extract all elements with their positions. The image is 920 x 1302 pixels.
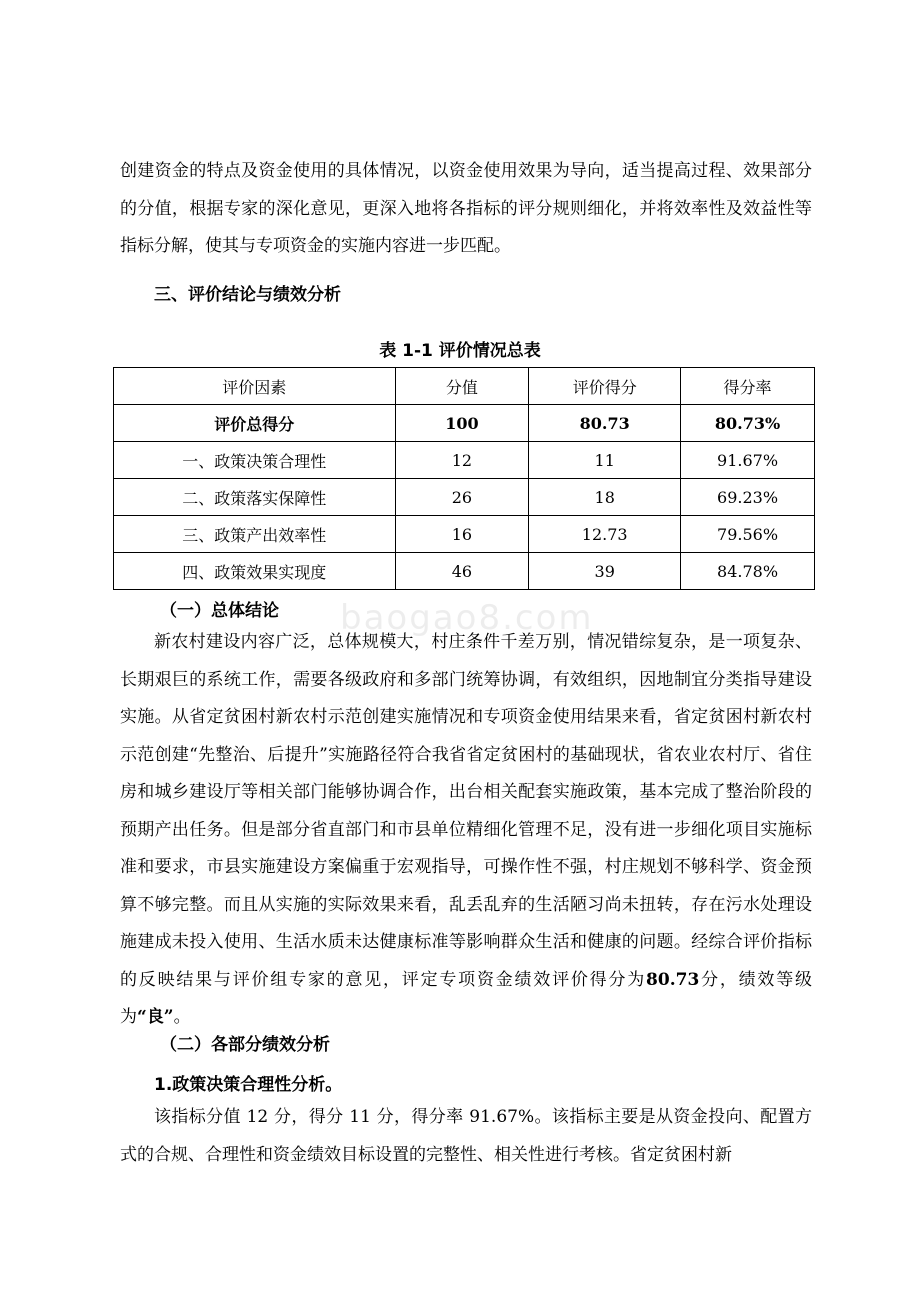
header-points: 分值 bbox=[395, 368, 529, 405]
header-rate: 得分率 bbox=[681, 368, 815, 405]
row-points: 16 bbox=[395, 516, 529, 553]
item1-heading: 1.政策决策合理性分析。 bbox=[154, 1075, 343, 1095]
total-score: 80.73 bbox=[529, 405, 681, 442]
table-row bbox=[114, 516, 815, 553]
section-heading: 三、评价结论与绩效分析 bbox=[154, 285, 341, 305]
item1-paragraph: 该指标分值 12 分，得分 11 分，得分率 91.67%。该指标主要是从资金投向、配置方式的合规、合理性和资金绩效目标设置的完整性、相关性进行考核。省定贫困村新 bbox=[120, 1107, 812, 1165]
row-factor: 三、政策产出效率性 bbox=[114, 516, 396, 553]
table-row bbox=[114, 553, 815, 590]
header-factor: 评价因素 bbox=[114, 368, 396, 405]
row-rate: 69.23% bbox=[681, 479, 815, 516]
row-score: 39 bbox=[529, 553, 681, 590]
row-factor: 一、政策决策合理性 bbox=[114, 442, 396, 479]
table-caption: 表 1-1 评价情况总表 bbox=[379, 341, 541, 361]
header-score: 评价得分 bbox=[529, 368, 681, 405]
conclusion-text-end: 。 bbox=[173, 1007, 191, 1027]
row-rate: 79.56% bbox=[681, 516, 815, 553]
evaluation-summary-table bbox=[113, 367, 815, 590]
total-label: 评价总得分 bbox=[114, 405, 396, 442]
table-header-row bbox=[114, 368, 815, 405]
table-row bbox=[114, 442, 815, 479]
partial-analysis-heading: （二）各部分绩效分析 bbox=[160, 1035, 330, 1055]
row-factor: 四、政策效果实现度 bbox=[114, 553, 396, 590]
conclusion-text: 新农村建设内容广泛，总体规模大，村庄条件千差万别，情况错综复杂，是一项复杂、长期艰巨的系统工作，需要各级政府和多部门统筹协调，有效组织，因地制宜分类指导建设实施。从省定贫困村新农村示范创建实施情况和专项资金使用结果来看，省定贫困村新农村示范创建“先整治、后提升”实施路径符合我省省定贫困村的基础现状，省农业农村厅、省住房和城乡建设厅等相关部门能够协调合作，出台相关配套实施政策，基本完成了整治阶段的预期产出任务。但是部分省直部门和市县单位精细化管理不足，没有进一步细化项目实施标准和要求，市县实施建设方案偏重于宏观指导，可操作性不强，村庄规划不够科学、资金预算不够完整。而且从实施的实际效果来看，乱丢乱弃的生活陋习尚未扭转，存在污水处理设施建成未投入使用、生活水质未达健康标准等影响群众生活和健康的问题。经综合评价指标的反映结果与评价组专家的意见，评定专项资金绩效评价得分为 bbox=[120, 632, 812, 990]
row-rate: 84.78% bbox=[681, 553, 815, 590]
row-score: 18 bbox=[529, 479, 681, 516]
row-points: 26 bbox=[395, 479, 529, 516]
conclusion-score: 80.73 bbox=[646, 969, 700, 990]
row-factor: 二、政策落实保障性 bbox=[114, 479, 396, 516]
intro-paragraph: 创建资金的特点及资金使用的具体情况，以资金使用效果为导向，适当提高过程、效果部分的分值，根据专家的深化意见，更深入地将各指标的评分规则细化，并将效率性及效益性等指标分解，使其与专项资金的实施内容进一步匹配。 bbox=[120, 161, 812, 256]
table-total-row bbox=[114, 405, 815, 442]
watermark: baogao8.com bbox=[340, 598, 594, 638]
overall-conclusion-heading: （一）总体结论 bbox=[160, 601, 279, 621]
conclusion-paragraph bbox=[120, 624, 812, 1037]
conclusion-grade: “良” bbox=[137, 1007, 174, 1027]
row-rate: 91.67% bbox=[681, 442, 815, 479]
table-row bbox=[114, 479, 815, 516]
row-score: 12.73 bbox=[529, 516, 681, 553]
row-points: 46 bbox=[395, 553, 529, 590]
row-points: 12 bbox=[395, 442, 529, 479]
total-points: 100 bbox=[395, 405, 529, 442]
conclusion-text-middle: 分，绩效等级为 bbox=[120, 969, 813, 1027]
total-rate: 80.73% bbox=[681, 405, 815, 442]
row-score: 11 bbox=[529, 442, 681, 479]
